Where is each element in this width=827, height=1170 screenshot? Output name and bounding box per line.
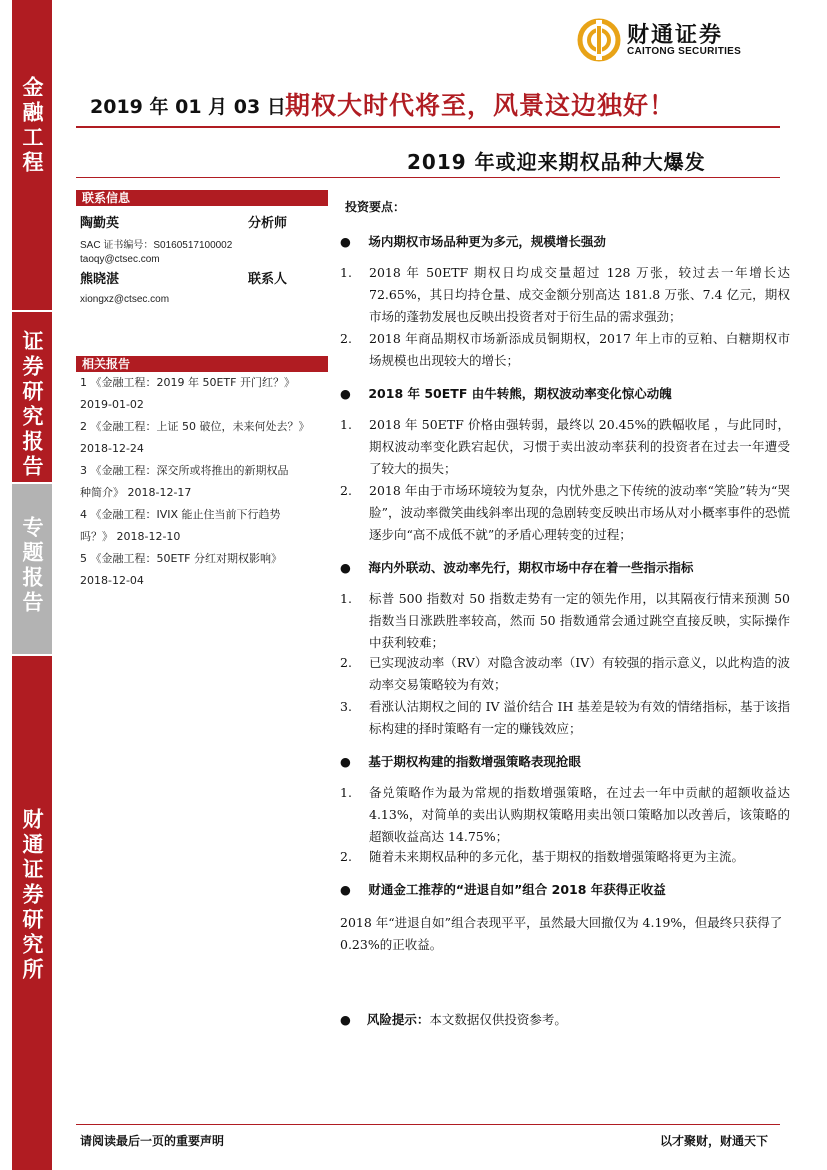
related-report-date: 2019-01-02 [80, 398, 144, 411]
list-item-text: 2018 年由于市场环境较为复杂，内忧外患之下传统的波动率“笑脸”转为“哭脸”，波动率微笑曲线斜率出现的急剧转变反映出市场从对小概率事件的恐慌逐步向“高不成低不就”的矛盾心理转变的过程； [369, 483, 790, 542]
header-divider [76, 126, 780, 128]
contact-role: 联系人 [248, 272, 288, 287]
subtitle-divider [76, 177, 780, 178]
sidebar-block-subtype [12, 484, 52, 654]
list-item-text: 2018 年 50ETF 价格由强转弱，最终以 20.45%的跌幅收尾 ，与此同时，期权波动率变化跌宕起伏，习惯于卖出波动率获利的投资者在过去一年遭受了较大的损失； [369, 417, 790, 476]
sidebar-label-institute: 财通证券研究所 [20, 808, 44, 983]
related-report-5[interactable] [80, 548, 330, 592]
related-report-title: 2 《金融工程：上证 50 破位，未来何处去？》 [80, 420, 310, 433]
section-heading-2 [340, 384, 672, 402]
related-report-title: 5 《金融工程：50ETF 分红对期权影响》 [80, 552, 282, 565]
sidebar-block-type [12, 312, 52, 482]
logo-mark-icon [577, 18, 621, 62]
related-heading: 相关报告 [76, 356, 328, 372]
related-report-date: 2018-12-04 [80, 574, 144, 587]
report-subtitle: 2019 年或迎来期权品种大爆发 [407, 150, 706, 174]
related-report-3[interactable] [80, 460, 330, 504]
company-logo [577, 18, 767, 62]
contact-email[interactable]: xiongxz@ctsec.com [80, 294, 170, 305]
list-item: 2. 已实现波动率（RV）对隐含波动率（IV）有较强的指示意义，以此构造的波动率交易策略较为有效； [340, 652, 790, 696]
bullet-icon: ● [340, 882, 351, 897]
list-item-text: 标普 500 指数对 50 指数走势有一定的领先作用，以其隔夜行情来预测 50 指数当日涨跌胜率较高，然而 50 指数通常会通过跳空直接反映，实际操作中获利较难； [369, 591, 790, 650]
list-item: 2. 随着未来期权品种的多元化，基于期权的指数增强策略将更为主流。 [340, 846, 790, 868]
list-item-text: 看涨认沽期权之间的 IV 溢价结合 IH 基差是较为有效的情绪指标，基于该指标构建的择时策略有一定的赚钱效应； [369, 699, 790, 736]
list-item: 2. 2018 年由于市场环境较为复杂，内忧外患之下传统的波动率“笑脸”转为“哭脸”，波动率微笑曲线斜率出现的急剧转变反映出市场从对小概率事件的恐慌逐步向“高不成低不就”的矛盾心理转变的过程； [340, 480, 790, 546]
related-report-1[interactable] [80, 372, 330, 416]
section-title: 2018 年 50ETF 由牛转熊，期权波动率变化惊心动魄 [368, 386, 672, 401]
sidebar-label-type: 证券研究报告 [20, 330, 44, 480]
related-report-date: 种简介》 2018-12-17 [80, 486, 192, 499]
sidebar-label-category: 金融工程 [20, 76, 44, 176]
section-title: 场内期权市场品种更为多元，规模增长强劲 [368, 234, 606, 249]
section-title: 基于期权构建的指数增强策略表现抢眼 [368, 754, 581, 769]
list-item: 3. 看涨认沽期权之间的 IV 溢价结合 IH 基差是较为有效的情绪指标，基于该指标构建的择时策略有一定的赚钱效应； [340, 696, 790, 740]
related-report-title: 4 《金融工程：IVIX 能止住当前下行趋势 [80, 508, 281, 521]
bullet-icon: ● [340, 386, 351, 401]
logo-text-cn: 财通证券 [627, 23, 724, 48]
footer-slogan: 以才聚财，财通天下 [660, 1134, 769, 1148]
risk-warning [340, 1010, 567, 1028]
sidebar-block-institute [12, 656, 52, 1170]
sidebar [0, 0, 52, 1170]
section-title: 财通金工推荐的“进退自如”组合 2018 年获得正收益 [368, 882, 666, 897]
key-points-label: 投资要点： [345, 200, 406, 214]
related-report-date: 吗？》 2018-12-10 [80, 530, 181, 543]
list-item-text: 2018 年商品期权市场新添成员铜期权，2017 年上市的豆粕、白糖期权市场规模也出现较大的增长； [369, 331, 790, 368]
sidebar-block-category [12, 0, 52, 310]
analyst-role: 分析师 [248, 216, 288, 231]
section-heading-1 [340, 232, 606, 250]
analyst-name: 陶勤英 [80, 216, 120, 231]
list-item-text: 随着未来期权品种的多元化，基于期权的指数增强策略将更为主流。 [369, 849, 745, 864]
list-item-text: 已实现波动率（RV）对隐含波动率（IV）有较强的指示意义，以此构造的波动率交易策略较为有效； [369, 655, 790, 692]
list-item: 1. 标普 500 指数对 50 指数走势有一定的领先作用，以其隔夜行情来预测 50 指数当日涨跌胜率较高，然而 50 指数通常会通过跳空直接反映，实际操作中获利较难； [340, 588, 790, 654]
report-title: 期权大时代将至，风景这边独好！ [285, 91, 676, 120]
related-report-4[interactable] [80, 504, 330, 548]
logo-text-en: CAITONG SECURITIES [627, 46, 742, 57]
list-item-text: 备兑策略作为最为常规的指数增强策略，在过去一年中贡献的超额收益达 4.13%，对简单的卖出认购期权策略用卖出领口策略加以改善后，该策略的超额收益高达 14.75%； [369, 785, 790, 844]
risk-label: 风险提示： [366, 1012, 430, 1027]
list-item: 2. 2018 年商品期权市场新添成员铜期权，2017 年上市的豆粕、白糖期权市场规模也出现较大的增长； [340, 328, 790, 372]
bullet-icon: ● [340, 1012, 351, 1027]
section-heading-5 [340, 880, 666, 898]
bullet-icon: ● [340, 560, 351, 575]
list-item: 1. 备兑策略作为最为常规的指数增强策略，在过去一年中贡献的超额收益达 4.13%，对简单的卖出认购期权策略用卖出领口策略加以改善后，该策略的超额收益高达 14.75%； [340, 782, 790, 848]
list-item: 1. 2018 年 50ETF 价格由强转弱，最终以 20.45%的跌幅收尾 ，与此同时，期权波动率变化跌宕起伏，习惯于卖出波动率获利的投资者在过去一年遭受了较大的损失； [340, 414, 790, 480]
portfolio-paragraph: 2018 年“进退自如”组合表现平平，虽然最大回撤仅为 4.19%，但最终只获得了 0.23%的正收益。 [340, 915, 783, 952]
list-item: 1. 2018 年 50ETF 期权日均成交量超过 128 万张，较过去一年增长达 72.65%，其日均持仓量、成交金额分别高达 181.8 万张、7.4 亿元，期权市场的蓬勃发展也反映出投资者对于衍生品的需求强劲； [340, 262, 790, 328]
analyst-cert: SAC 证书编号：S0160517100002 [80, 240, 233, 251]
related-report-title: 3 《金融工程：深交所或将推出的新期权品 [80, 464, 289, 477]
footer-disclaimer: 请阅读最后一页的重要声明 [80, 1134, 225, 1148]
related-report-2[interactable] [80, 416, 330, 460]
related-report-date: 2018-12-24 [80, 442, 144, 455]
footer-divider [76, 1124, 780, 1125]
contact-name: 熊晓湛 [80, 272, 120, 287]
report-date: 2019 年 01 月 03 日 [90, 96, 286, 118]
section-heading-3 [340, 558, 693, 576]
bullet-icon: ● [340, 234, 351, 249]
risk-text: 本文数据仅供投资参考。 [429, 1012, 567, 1027]
section-heading-4 [340, 752, 581, 770]
section-title: 海内外联动、波动率先行，期权市场中存在着一些指示指标 [368, 560, 694, 575]
sidebar-label-subtype: 专题报告 [20, 516, 44, 616]
list-item-text: 2018 年 50ETF 期权日均成交量超过 128 万张，较过去一年增长达 72.65%，其日均持仓量、成交金额分别高达 181.8 万张、7.4 亿元，期权市场的蓬勃发展也反映出投资者对于衍生品的需求强劲； [369, 265, 790, 324]
analyst-email[interactable]: taoqy@ctsec.com [80, 254, 160, 265]
contact-heading: 联系信息 [76, 190, 328, 206]
related-report-title: 1 《金融工程：2019 年 50ETF 开门红？》 [80, 376, 295, 389]
bullet-icon: ● [340, 754, 351, 769]
